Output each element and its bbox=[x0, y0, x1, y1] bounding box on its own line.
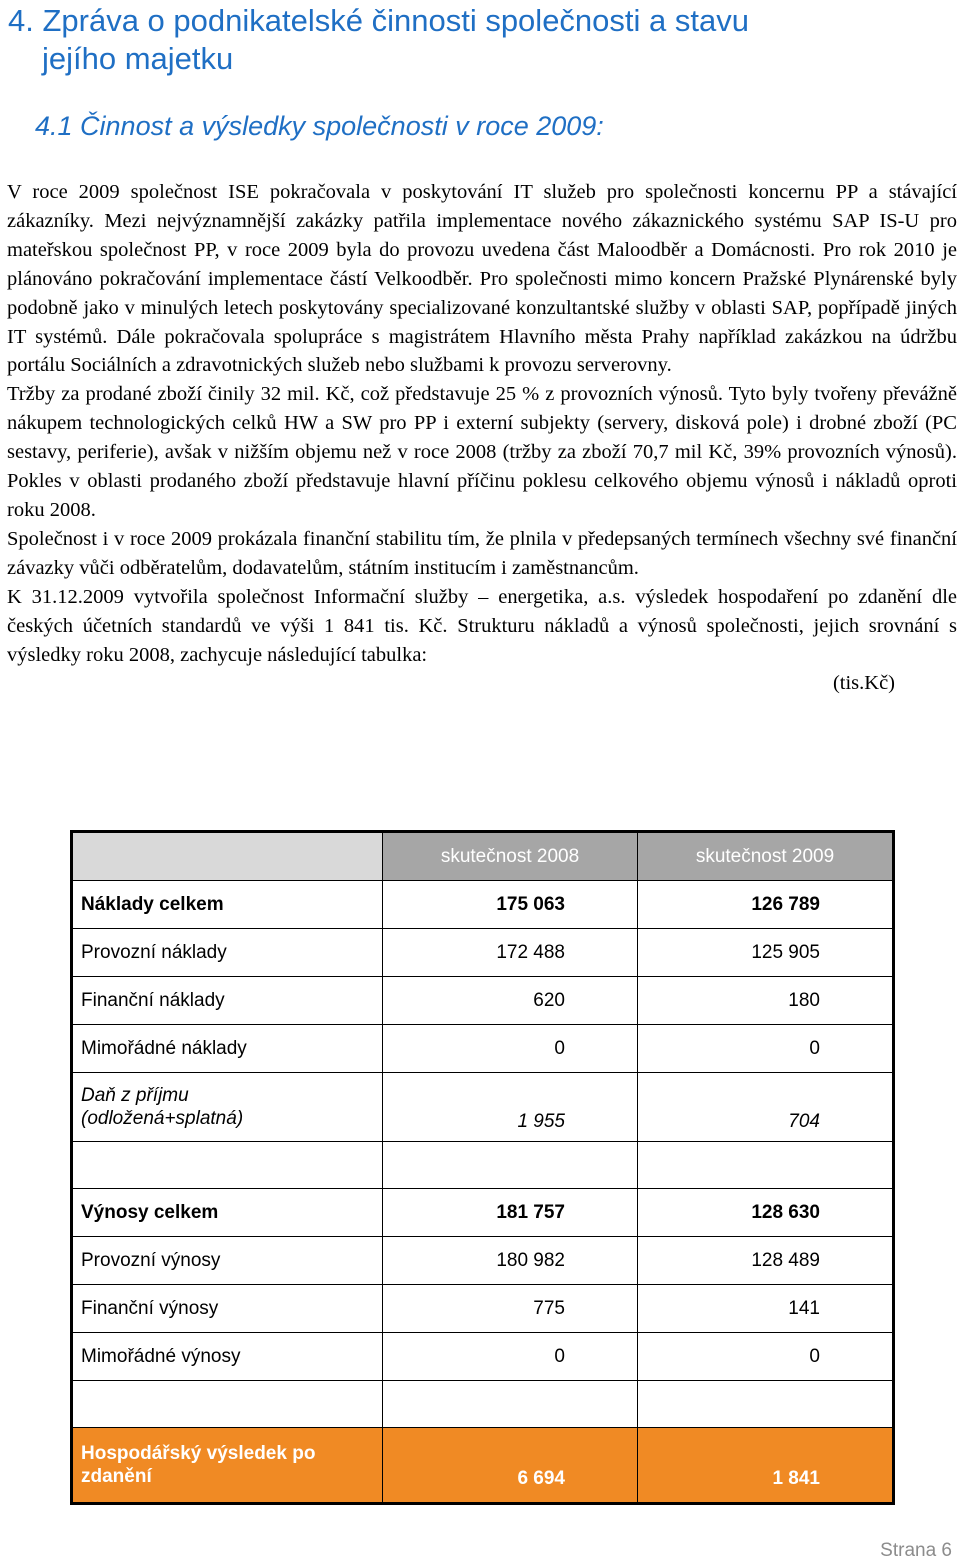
table-row bbox=[72, 1073, 894, 1142]
header-2008: skutečnost 2008 bbox=[383, 832, 638, 881]
value-2009: 0 bbox=[638, 1025, 894, 1073]
table-spacer-row bbox=[72, 1142, 894, 1189]
value-2009: 128 489 bbox=[638, 1237, 894, 1285]
value-2008: 175 063 bbox=[383, 881, 638, 929]
table-total-row bbox=[72, 1428, 894, 1504]
value-2008: 181 757 bbox=[383, 1189, 638, 1237]
row-label: Finanční výnosy bbox=[72, 1285, 383, 1333]
row-label bbox=[72, 1428, 383, 1504]
row-label: Mimořádné výnosy bbox=[72, 1333, 383, 1381]
value-2008: 6 694 bbox=[383, 1428, 638, 1504]
value-2008: 0 bbox=[383, 1025, 638, 1073]
body-text bbox=[7, 178, 957, 698]
table-row bbox=[72, 1025, 894, 1073]
table-header-row bbox=[72, 832, 894, 881]
value-2009: 180 bbox=[638, 977, 894, 1025]
subsection-heading: 4.1 Činnost a výsledky společnosti v roce 2009: bbox=[35, 111, 604, 141]
section-heading-line1: 4. Zpráva o podnikatelské činnosti společnosti a stavu bbox=[8, 3, 749, 38]
value-2008: 172 488 bbox=[383, 929, 638, 977]
financial-table bbox=[70, 830, 895, 1505]
value-2008: 180 982 bbox=[383, 1237, 638, 1285]
row-label: Provozní výnosy bbox=[72, 1237, 383, 1285]
row-label-line1: Hospodářský výsledek po bbox=[81, 1443, 316, 1464]
row-label: Provozní náklady bbox=[72, 929, 383, 977]
row-label: Finanční náklady bbox=[72, 977, 383, 1025]
value-2009: 141 bbox=[638, 1285, 894, 1333]
paragraph: Společnost i v roce 2009 prokázala finanční stabilitu tím, že plnila v předepsaných termínech všechny své finanční závazky vůči odběratelům, dodavatelům, státním institucím i zaměstnancům. bbox=[7, 527, 957, 579]
row-label bbox=[72, 1073, 383, 1142]
table-row bbox=[72, 1333, 894, 1381]
row-label-line2: zdanění bbox=[81, 1466, 152, 1487]
value-2008: 1 955 bbox=[383, 1073, 638, 1142]
row-label-line1: Daň z příjmu bbox=[81, 1085, 189, 1106]
table-row bbox=[72, 977, 894, 1025]
header-2009: skutečnost 2009 bbox=[638, 832, 894, 881]
table-row bbox=[72, 881, 894, 929]
value-2009: 128 630 bbox=[638, 1189, 894, 1237]
header-empty-cell bbox=[72, 832, 383, 881]
paragraph: Tržby za prodané zboží činily 32 mil. Kč, což představuje 25 % z provozních výnosů. Tyto byly tvořeny převážně nákupem technologických celků HW a SW pro PP i externí subjekty (servery, disková pole) i drobné zboží (PC sestavy, periferie), avšak v nižším objemu než v roce 2008 (tržby za zboží 70,7 mil Kč, 39% provozních výnosů). Pokles v oblasti prodaného zboží představuje hlavní příčinu poklesu celkového objemu výnosů i nákladů oproti roku 2008. bbox=[7, 383, 957, 521]
row-label: Mimořádné náklady bbox=[72, 1025, 383, 1073]
value-2009: 126 789 bbox=[638, 881, 894, 929]
value-2009: 1 841 bbox=[638, 1428, 894, 1504]
row-label: Výnosy celkem bbox=[72, 1189, 383, 1237]
value-2009: 704 bbox=[638, 1073, 894, 1142]
row-label-line2: (odložená+splatná) bbox=[81, 1108, 244, 1129]
paragraph: K 31.12.2009 vytvořila společnost Informační služby – energetika, a.s. výsledek hospodaření po zdanění dle českých účetních standardů ve výši 1 841 tis. Kč. Strukturu nákladů a výnosů společnosti, jejich srovnání s výsledky roku 2008, zachycuje následující tabulka: bbox=[7, 585, 957, 666]
row-label: Náklady celkem bbox=[72, 881, 383, 929]
paragraph: V roce 2009 společnost ISE pokračovala v poskytování IT služeb pro společnosti koncernu PP a stávající zákazníky. Mezi nejvýznamnější zakázky patřila implementace nového zákaznického systému SAP IS-U pro mateřskou společnost PP, v roce 2009 byla do provozu uvedena část Maloodběr a Domácnosti. Pro rok 2010 je plánováno pokračování implementace částí Velkoodběr. Pro společnosti mimo koncern Pražské Plynárenské byly podobně jako v minulých letech poskytovány specializované konzultantské služby v oblasti SAP, popřípadě jiných IT systémů. Dále pokračovala spolupráce s magistrátem Hlavního města Prahy například zakázkou na údržbu portálu Sociálních a zdravotnických služeb nebo službami k provozu serverovny. bbox=[7, 181, 957, 377]
table-row bbox=[72, 1285, 894, 1333]
table-row bbox=[72, 1237, 894, 1285]
value-2008: 0 bbox=[383, 1333, 638, 1381]
unit-note: (tis.Kč) bbox=[832, 672, 895, 695]
page-number: Strana 6 bbox=[880, 1540, 952, 1561]
section-heading bbox=[8, 2, 953, 78]
value-2008: 775 bbox=[383, 1285, 638, 1333]
value-2009: 125 905 bbox=[638, 929, 894, 977]
value-2009: 0 bbox=[638, 1333, 894, 1381]
table-row bbox=[72, 1189, 894, 1237]
table-spacer-row bbox=[72, 1381, 894, 1428]
table-row bbox=[72, 929, 894, 977]
section-heading-line2: jejího majetku bbox=[42, 41, 234, 76]
value-2008: 620 bbox=[383, 977, 638, 1025]
